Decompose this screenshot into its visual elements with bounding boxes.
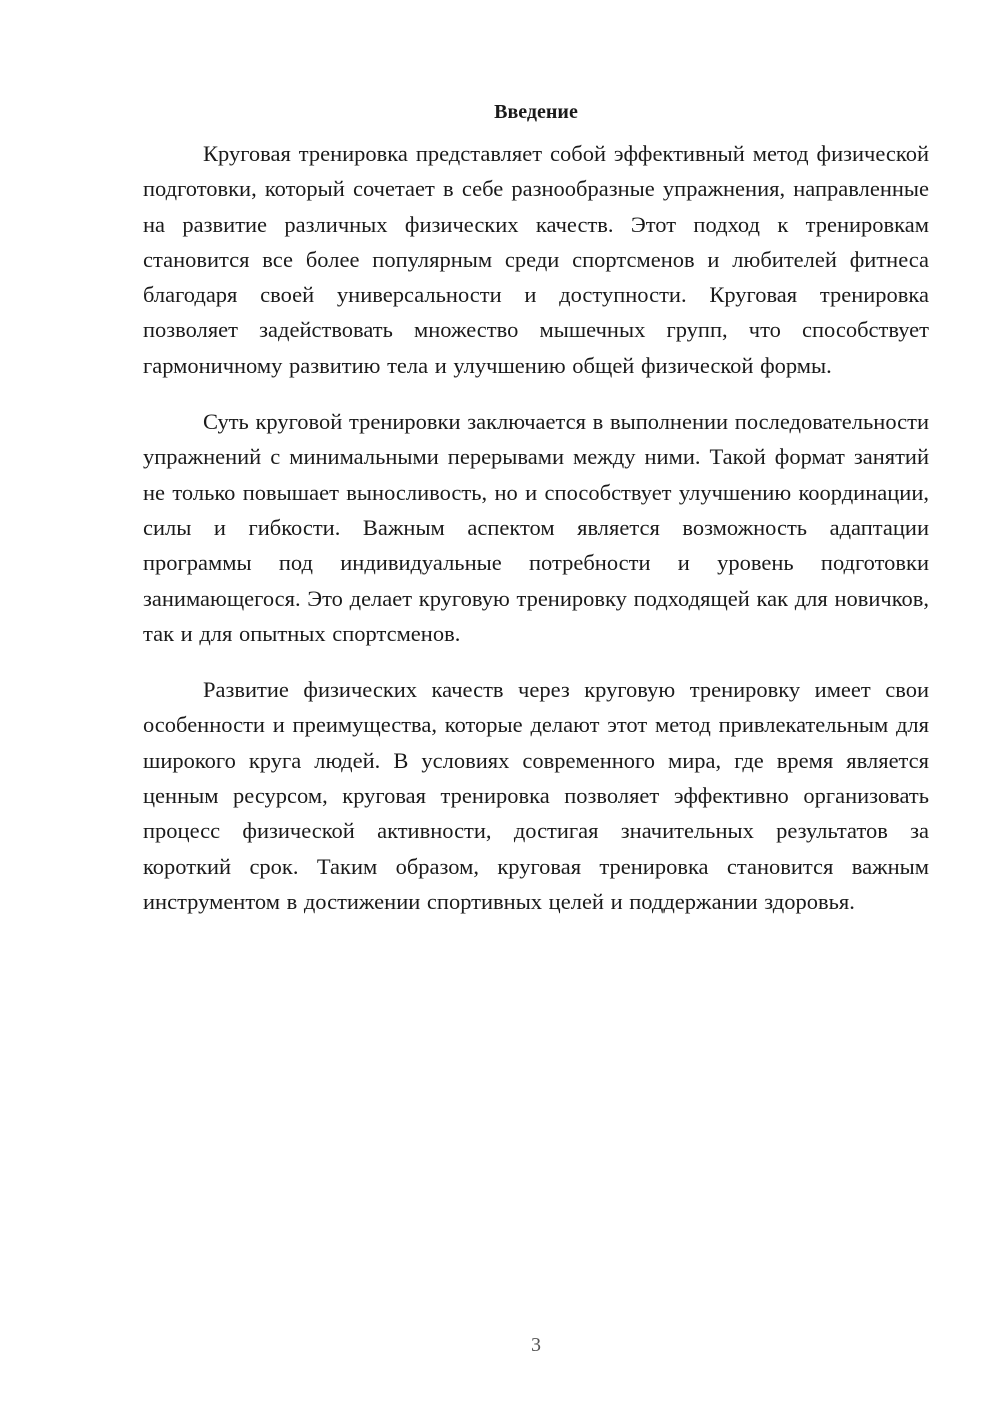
paragraph-2: Суть круговой тренировки заключается в выполнении последовательности упражнений с минимальными перерывами между ними. Такой формат занятий не только повышает выносливость, но и способствует улучшению координации, силы и гибкости. Важным аспектом является возможность адаптации программы под индивидуальные потребности и уровень подготовки занимающегося. Это делает круговую тренировку подходящей как для новичков, так и для опытных спортсменов. [143, 409, 929, 646]
paragraph-1: Круговая тренировка представляет собой эффективный метод физической подготовки, который сочетает в себе разнообразные упражнения, направленные на развитие различных физических качеств. Этот подход к тренировкам становится все более популярным среди спортсменов и любителей фитнеса благодаря своей универсальности и доступности. Круговая тренировка позволяет задействовать множество мышечных групп, что способствует гармоничному развитию тела и улучшению общей физической формы. [143, 141, 929, 378]
section-title: Введение [494, 101, 578, 123]
paragraph-3: Развитие физических качеств через круговую тренировку имеет свои особенности и преимущества, которые делают этот метод привлекательным для широкого круга людей. В условиях современного мира, где время является ценным ресурсом, круговая тренировка позволяет эффективно организовать процесс физической активности, достигая значительных результатов за короткий срок. Таким образом, круговая тренировка становится важным инструментом в достижении спортивных целей и поддержании здоровья. [143, 677, 929, 914]
page-number: 3 [531, 1334, 541, 1356]
page-body [143, 98, 929, 940]
